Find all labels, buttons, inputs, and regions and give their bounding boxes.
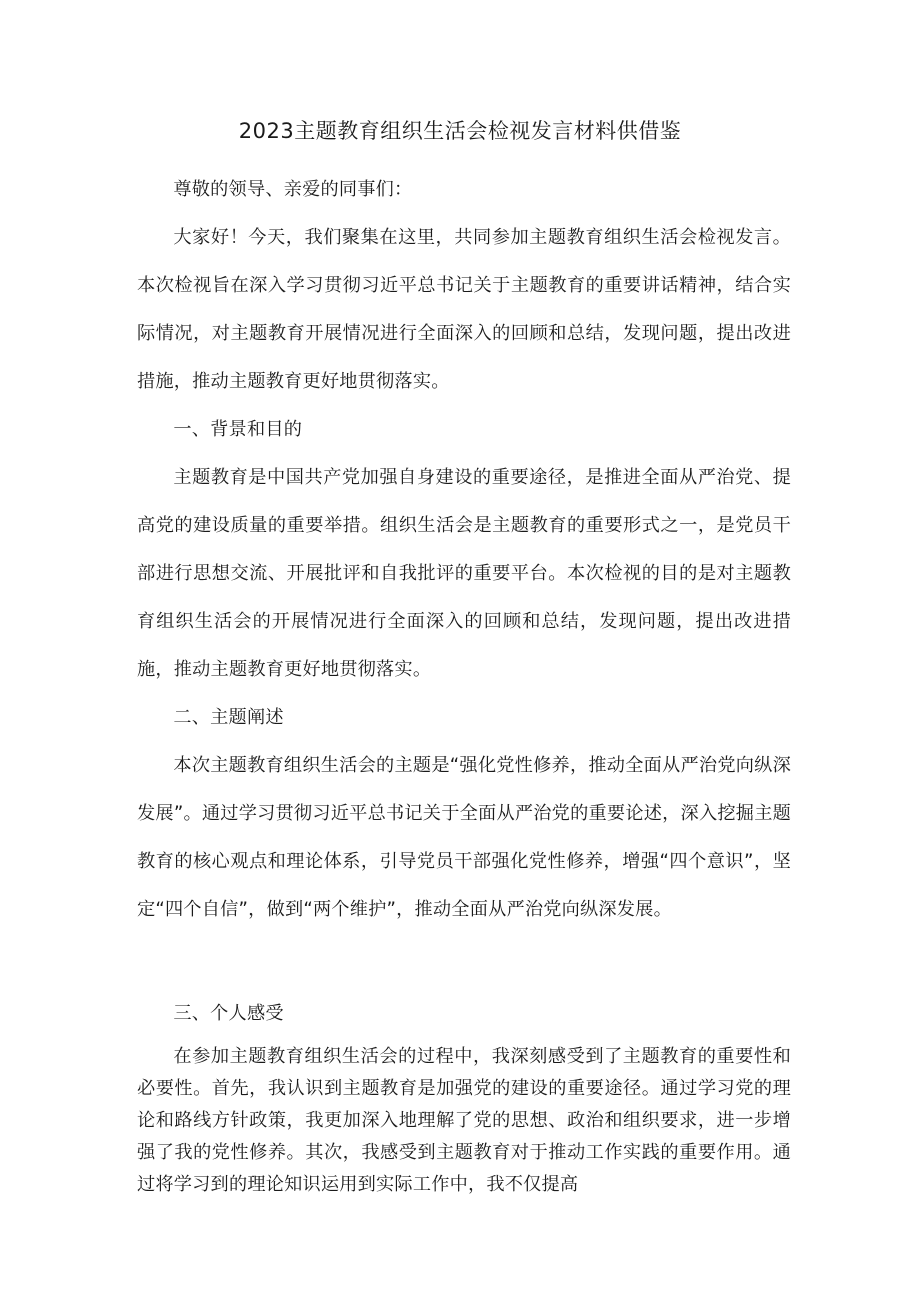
paragraph-background: 主题教育是中国共产党加强自身建设的重要途径，是推进全面从严治党、提高党的建设质量的重要举措。组织生活会是主题教育的重要形式之一，是党员干部进行思想交流、开展批评和自我批评的重要平台。本次检视的目的是对主题教育组织生活会的开展情况进行全面深入的回顾和总结，发现问题，提出改进措施，推动主题教育更好地贯彻落实。: [137, 467, 791, 680]
document-title: 2023主题教育组织生活会检视发言材料供借鉴: [238, 119, 682, 143]
paragraph-theme: 本次主题教育组织生活会的主题是“强化党性修养，推动全面从严治党向纵深发展”。通过学习贯彻习近平总书记关于全面从严治党的重要论述，深入挖掘主题教育的核心观点和理论体系，引导党员干部强化党性修养，增强“四个意识”，坚定“四个自信”，做到“两个维护”，推动全面从严治党向纵深发展。: [137, 755, 791, 920]
section-heading-theme: 二、主题阐述: [173, 707, 284, 728]
section-heading-feelings: 三、个人感受: [173, 1003, 284, 1024]
paragraph-feelings: 在参加主题教育组织生活会的过程中，我深刻感受到了主题教育的重要性和必要性。首先，我认识到主题教育是加强党的建设的重要途径。通过学习党的理论和路线方针政策，我更加深入地理解了党的思想、政治和组织要求，进一步增强了我的党性修养。其次，我感受到主题教育对于推动工作实践的重要作用。通过将学习到的理论知识运用到实际工作中，我不仅提高: [137, 1046, 791, 1195]
greeting: 尊敬的领导、亲爱的同事们：: [173, 179, 413, 200]
paragraph-intro: 大家好！今天，我们聚集在这里，共同参加主题教育组织生活会检视发言。本次检视旨在深入学习贯彻习近平总书记关于主题教育的重要讲话精神，结合实际情况，对主题教育开展情况进行全面深入的回顾和总结，发现问题，提出改进措施，推动主题教育更好地贯彻落实。: [137, 227, 791, 392]
section-heading-background: 一、背景和目的: [173, 419, 303, 440]
